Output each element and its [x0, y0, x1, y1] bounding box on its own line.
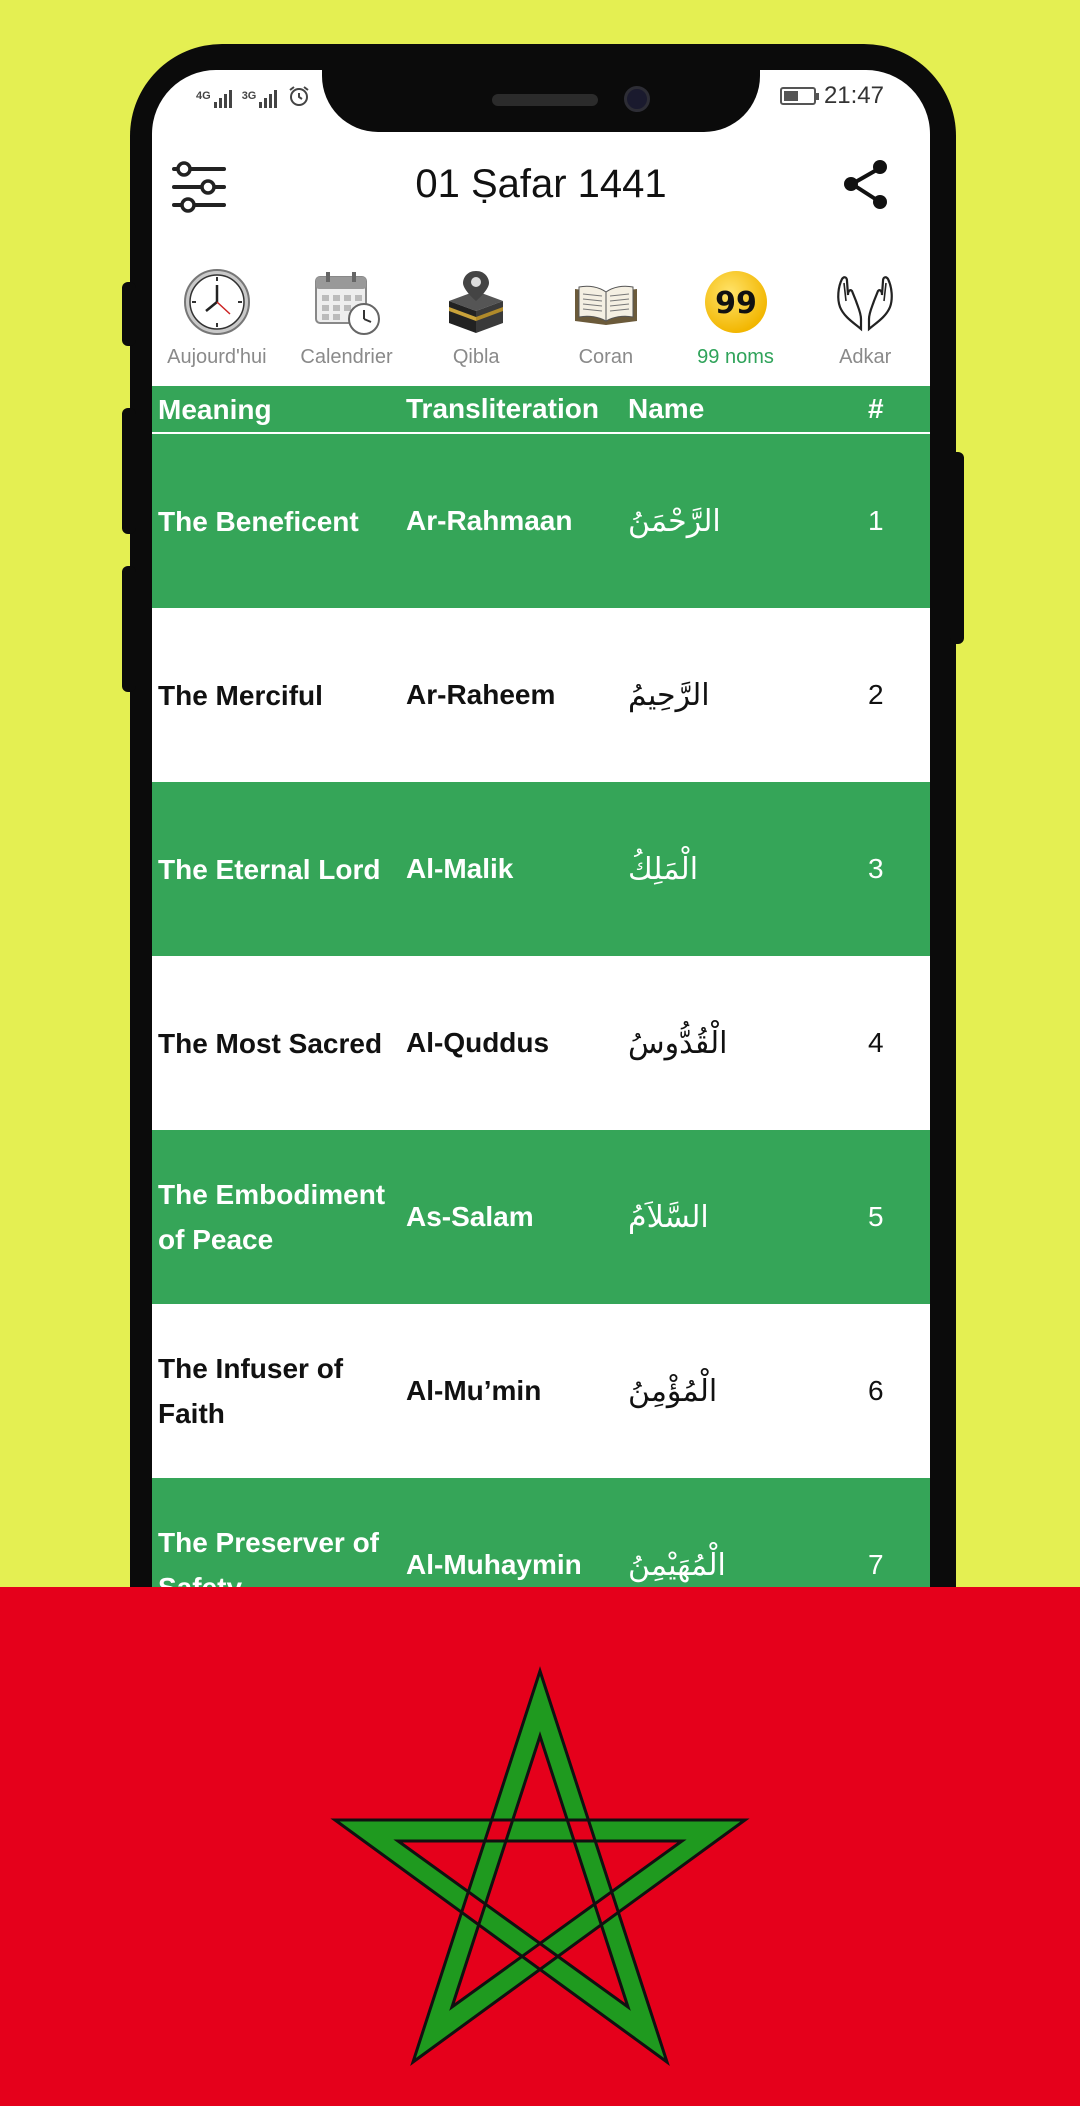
phone-side-button-power [950, 452, 964, 644]
cell-number: 5 [868, 1201, 884, 1232]
tab-coran[interactable] [541, 266, 671, 384]
network-type-label-2: 3G [241, 90, 257, 102]
calendar-icon [311, 266, 383, 338]
tab-label: Adkar [839, 346, 892, 368]
share-button[interactable] [838, 156, 894, 212]
status-bar-left [196, 84, 311, 108]
tab-aujourdhui[interactable] [152, 266, 282, 384]
clock-icon [181, 266, 253, 338]
cell-signal-icon-2 [242, 90, 278, 108]
cell-meaning: The Most Sacred [158, 1027, 383, 1059]
share-icon [838, 156, 894, 212]
kaaba-icon [440, 266, 512, 338]
cell-arabic-name: الرَّحِيمُ [628, 677, 710, 713]
cell-number: 3 [868, 853, 884, 884]
status-time: 21:47 [823, 82, 884, 109]
badge-text: 99 [714, 286, 757, 321]
cell-meaning: The Eternal Lord [158, 853, 381, 885]
cell-transliteration: Al-Malik [406, 853, 514, 884]
cell-transliteration: Al-Mu’min [406, 1375, 542, 1406]
tab-calendrier[interactable] [282, 266, 412, 384]
tab-qibla[interactable] [411, 266, 541, 384]
cell-arabic-name: الْمُهَيْمِنُ [628, 1547, 726, 1583]
cell-transliteration: Al-Quddus [406, 1027, 550, 1058]
status-bar-right [780, 82, 884, 110]
cell-meaning: The Embodiment of Peace [158, 1179, 386, 1255]
phone-side-button-silent [122, 566, 136, 692]
column-header-transliteration[interactable]: Transliteration [406, 393, 599, 424]
table-row[interactable] [152, 608, 930, 782]
cell-transliteration: Ar-Raheem [406, 679, 556, 710]
cell-arabic-name: الْمَلِكُ [628, 851, 699, 887]
cell-signal-icon [196, 90, 232, 108]
cell-meaning: The Merciful [158, 679, 323, 711]
front-camera [624, 86, 650, 112]
app-header [152, 140, 930, 260]
cell-number: 7 [868, 1549, 884, 1580]
tab-label: Aujourd'hui [167, 346, 267, 368]
hijri-date-title: 01 Ṣafar 1441 [415, 162, 667, 206]
network-type-label: 4G [196, 90, 211, 102]
table-row[interactable] [152, 1130, 930, 1304]
cell-meaning: The Infuser of Faith [158, 1353, 344, 1429]
tab-label: Qibla [452, 346, 500, 368]
cell-number: 1 [868, 505, 884, 536]
cell-meaning: The Preserver of [158, 1527, 379, 1558]
tab-label: Coran [578, 346, 634, 368]
tab-label: Calendrier [300, 346, 393, 368]
praying-hands-icon [829, 266, 901, 338]
cell-arabic-name: الْمُؤْمِنُ [628, 1373, 718, 1409]
table-row[interactable] [152, 782, 930, 956]
green-pentagram-icon [0, 1587, 1080, 2106]
tab-99-noms[interactable] [671, 266, 801, 384]
column-header-meaning[interactable]: Meaning [158, 393, 272, 425]
table-row[interactable] [152, 434, 930, 608]
column-header-name[interactable]: Name [628, 393, 705, 424]
alarm-clock-icon [287, 84, 311, 108]
table-header [152, 386, 930, 434]
main-nav-tabs [152, 266, 930, 384]
column-header-number[interactable]: # [868, 393, 884, 424]
cell-transliteration: Ar-Rahmaan [406, 505, 573, 536]
phone-screen [152, 70, 930, 1670]
cell-transliteration: Al-Muhaymin [406, 1549, 582, 1580]
battery-icon [780, 87, 816, 105]
names-table [152, 386, 930, 1652]
cell-arabic-name: الْقُدُّوسُ [628, 1025, 728, 1061]
cell-arabic-name: الرَّحْمَنُ [628, 503, 721, 539]
ninety-nine-badge-icon [700, 266, 772, 338]
cell-number: 6 [868, 1375, 884, 1406]
moroccan-flag-banner [0, 1587, 1080, 2106]
tab-adkar[interactable] [800, 266, 930, 384]
phone-notch [322, 70, 760, 132]
quran-book-icon [570, 266, 642, 338]
cell-number: 4 [868, 1027, 884, 1058]
table-row[interactable] [152, 1304, 930, 1478]
cell-meaning: The Beneficent [158, 505, 359, 537]
cell-arabic-name: السَّلاَمُ [628, 1199, 709, 1235]
earpiece-speaker [492, 94, 598, 106]
tab-label: 99 noms [697, 346, 774, 368]
phone-side-button-volume-up [122, 282, 136, 346]
phone-side-button-volume-down [122, 408, 136, 534]
cell-number: 2 [868, 679, 884, 710]
cell-transliteration: As-Salam [406, 1201, 534, 1232]
table-row[interactable] [152, 956, 930, 1130]
